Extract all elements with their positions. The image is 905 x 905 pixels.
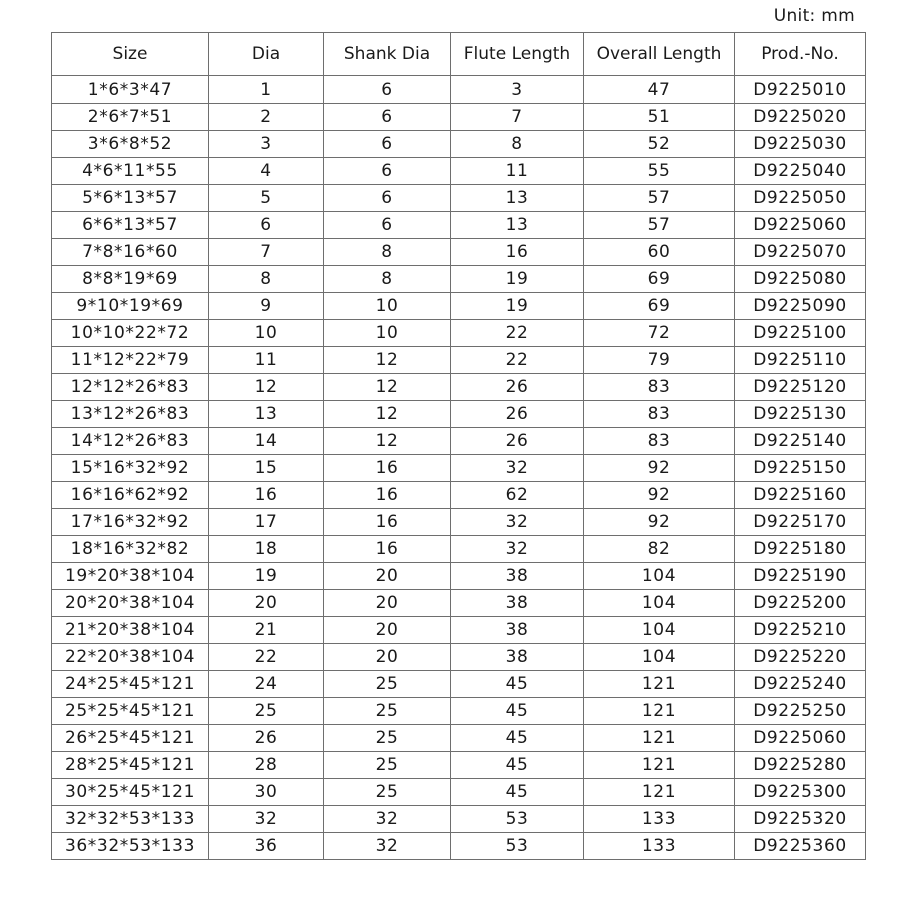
header-overall-length: Overall Length — [584, 33, 735, 76]
table-row — [52, 590, 866, 617]
cell-shank-dia: 8 — [324, 266, 451, 293]
cell-flute-length: 45 — [451, 779, 584, 806]
cell-size: 25*25*45*121 — [52, 698, 209, 725]
cell-dia: 2 — [209, 104, 324, 131]
cell-flute-length: 19 — [451, 266, 584, 293]
cell-size: 36*32*53*133 — [52, 833, 209, 860]
cell-flute-length: 11 — [451, 158, 584, 185]
cell-dia: 1 — [209, 76, 324, 104]
header-shank-dia: Shank Dia — [324, 33, 451, 76]
table-row — [52, 806, 866, 833]
cell-size: 10*10*22*72 — [52, 320, 209, 347]
cell-overall-length: 121 — [584, 752, 735, 779]
cell-dia: 3 — [209, 131, 324, 158]
cell-dia: 30 — [209, 779, 324, 806]
table-row — [52, 428, 866, 455]
header-flute-length: Flute Length — [451, 33, 584, 76]
cell-prod-no: D9225240 — [735, 671, 866, 698]
cell-size: 4*6*11*55 — [52, 158, 209, 185]
cell-size: 22*20*38*104 — [52, 644, 209, 671]
cell-dia: 24 — [209, 671, 324, 698]
table-row — [52, 617, 866, 644]
table-row — [52, 509, 866, 536]
cell-overall-length: 83 — [584, 401, 735, 428]
cell-shank-dia: 10 — [324, 293, 451, 320]
cell-prod-no: D9225120 — [735, 374, 866, 401]
cell-overall-length: 60 — [584, 239, 735, 266]
cell-prod-no: D9225010 — [735, 76, 866, 104]
cell-flute-length: 38 — [451, 644, 584, 671]
cell-flute-length: 62 — [451, 482, 584, 509]
cell-dia: 22 — [209, 644, 324, 671]
table-body — [52, 76, 866, 860]
cell-size: 11*12*22*79 — [52, 347, 209, 374]
cell-overall-length: 47 — [584, 76, 735, 104]
table-row — [52, 752, 866, 779]
cell-prod-no: D9225140 — [735, 428, 866, 455]
cell-dia: 12 — [209, 374, 324, 401]
cell-dia: 10 — [209, 320, 324, 347]
cell-size: 20*20*38*104 — [52, 590, 209, 617]
table-row — [52, 212, 866, 239]
table-row — [52, 644, 866, 671]
table-row — [52, 482, 866, 509]
cell-shank-dia: 6 — [324, 104, 451, 131]
cell-shank-dia: 32 — [324, 833, 451, 860]
cell-shank-dia: 16 — [324, 455, 451, 482]
table-row — [52, 725, 866, 752]
table-row — [52, 76, 866, 104]
cell-shank-dia: 25 — [324, 671, 451, 698]
cell-shank-dia: 20 — [324, 590, 451, 617]
cell-dia: 6 — [209, 212, 324, 239]
table-row — [52, 266, 866, 293]
cell-dia: 32 — [209, 806, 324, 833]
cell-dia: 5 — [209, 185, 324, 212]
cell-flute-length: 3 — [451, 76, 584, 104]
cell-prod-no: D9225360 — [735, 833, 866, 860]
cell-prod-no: D9225040 — [735, 158, 866, 185]
cell-prod-no: D9225130 — [735, 401, 866, 428]
table-row — [52, 563, 866, 590]
cell-shank-dia: 12 — [324, 347, 451, 374]
cell-prod-no: D9225110 — [735, 347, 866, 374]
cell-overall-length: 83 — [584, 428, 735, 455]
cell-overall-length: 121 — [584, 779, 735, 806]
cell-overall-length: 57 — [584, 185, 735, 212]
cell-overall-length: 51 — [584, 104, 735, 131]
cell-prod-no: D9225080 — [735, 266, 866, 293]
cell-flute-length: 45 — [451, 671, 584, 698]
cell-shank-dia: 10 — [324, 320, 451, 347]
unit-label: Unit: mm — [773, 6, 855, 26]
cell-shank-dia: 6 — [324, 131, 451, 158]
cell-shank-dia: 12 — [324, 428, 451, 455]
cell-dia: 13 — [209, 401, 324, 428]
cell-size: 13*12*26*83 — [52, 401, 209, 428]
cell-flute-length: 38 — [451, 563, 584, 590]
cell-dia: 11 — [209, 347, 324, 374]
cell-prod-no: D9225060 — [735, 725, 866, 752]
cell-dia: 9 — [209, 293, 324, 320]
cell-overall-length: 92 — [584, 482, 735, 509]
header-dia: Dia — [209, 33, 324, 76]
cell-flute-length: 26 — [451, 374, 584, 401]
cell-flute-length: 13 — [451, 185, 584, 212]
cell-prod-no: D9225070 — [735, 239, 866, 266]
header-row — [52, 33, 866, 76]
table-row — [52, 401, 866, 428]
cell-size: 2*6*7*51 — [52, 104, 209, 131]
cell-overall-length: 104 — [584, 563, 735, 590]
cell-dia: 8 — [209, 266, 324, 293]
cell-prod-no: D9225190 — [735, 563, 866, 590]
table-row — [52, 779, 866, 806]
cell-overall-length: 121 — [584, 698, 735, 725]
table-row — [52, 320, 866, 347]
cell-prod-no: D9225050 — [735, 185, 866, 212]
cell-flute-length: 38 — [451, 590, 584, 617]
cell-shank-dia: 6 — [324, 76, 451, 104]
cell-overall-length: 104 — [584, 590, 735, 617]
cell-flute-length: 7 — [451, 104, 584, 131]
cell-dia: 4 — [209, 158, 324, 185]
table-row — [52, 671, 866, 698]
table-row — [52, 131, 866, 158]
table-row — [52, 833, 866, 860]
cell-dia: 25 — [209, 698, 324, 725]
cell-size: 12*12*26*83 — [52, 374, 209, 401]
spec-table — [51, 32, 866, 860]
cell-flute-length: 45 — [451, 698, 584, 725]
cell-flute-length: 19 — [451, 293, 584, 320]
cell-shank-dia: 25 — [324, 725, 451, 752]
cell-size: 3*6*8*52 — [52, 131, 209, 158]
cell-flute-length: 45 — [451, 752, 584, 779]
cell-prod-no: D9225030 — [735, 131, 866, 158]
cell-overall-length: 104 — [584, 617, 735, 644]
cell-overall-length: 72 — [584, 320, 735, 347]
cell-shank-dia: 20 — [324, 644, 451, 671]
cell-shank-dia: 16 — [324, 536, 451, 563]
table-row — [52, 347, 866, 374]
cell-prod-no: D9225250 — [735, 698, 866, 725]
cell-flute-length: 8 — [451, 131, 584, 158]
cell-prod-no: D9225100 — [735, 320, 866, 347]
cell-flute-length: 26 — [451, 401, 584, 428]
cell-flute-length: 13 — [451, 212, 584, 239]
cell-flute-length: 16 — [451, 239, 584, 266]
cell-prod-no: D9225150 — [735, 455, 866, 482]
cell-flute-length: 45 — [451, 725, 584, 752]
cell-shank-dia: 20 — [324, 563, 451, 590]
cell-overall-length: 121 — [584, 725, 735, 752]
cell-shank-dia: 12 — [324, 401, 451, 428]
cell-prod-no: D9225320 — [735, 806, 866, 833]
cell-prod-no: D9225060 — [735, 212, 866, 239]
cell-size: 5*6*13*57 — [52, 185, 209, 212]
cell-dia: 16 — [209, 482, 324, 509]
table-row — [52, 185, 866, 212]
cell-flute-length: 53 — [451, 833, 584, 860]
cell-dia: 17 — [209, 509, 324, 536]
cell-prod-no: D9225020 — [735, 104, 866, 131]
cell-size: 24*25*45*121 — [52, 671, 209, 698]
cell-overall-length: 121 — [584, 671, 735, 698]
cell-prod-no: D9225160 — [735, 482, 866, 509]
cell-shank-dia: 6 — [324, 185, 451, 212]
cell-size: 1*6*3*47 — [52, 76, 209, 104]
cell-flute-length: 32 — [451, 509, 584, 536]
cell-shank-dia: 8 — [324, 239, 451, 266]
cell-dia: 26 — [209, 725, 324, 752]
cell-size: 32*32*53*133 — [52, 806, 209, 833]
cell-dia: 20 — [209, 590, 324, 617]
cell-shank-dia: 25 — [324, 779, 451, 806]
cell-overall-length: 82 — [584, 536, 735, 563]
cell-size: 6*6*13*57 — [52, 212, 209, 239]
cell-shank-dia: 20 — [324, 617, 451, 644]
table-row — [52, 104, 866, 131]
cell-shank-dia: 25 — [324, 698, 451, 725]
cell-dia: 21 — [209, 617, 324, 644]
cell-dia: 28 — [209, 752, 324, 779]
cell-overall-length: 133 — [584, 833, 735, 860]
cell-overall-length: 92 — [584, 455, 735, 482]
cell-overall-length: 52 — [584, 131, 735, 158]
cell-flute-length: 26 — [451, 428, 584, 455]
cell-shank-dia: 16 — [324, 482, 451, 509]
cell-dia: 7 — [209, 239, 324, 266]
cell-prod-no: D9225180 — [735, 536, 866, 563]
table-row — [52, 698, 866, 725]
cell-overall-length: 57 — [584, 212, 735, 239]
table-row — [52, 239, 866, 266]
cell-size: 30*25*45*121 — [52, 779, 209, 806]
cell-flute-length: 32 — [451, 455, 584, 482]
cell-shank-dia: 16 — [324, 509, 451, 536]
table-row — [52, 536, 866, 563]
cell-flute-length: 53 — [451, 806, 584, 833]
cell-shank-dia: 25 — [324, 752, 451, 779]
cell-overall-length: 104 — [584, 644, 735, 671]
cell-dia: 36 — [209, 833, 324, 860]
cell-dia: 14 — [209, 428, 324, 455]
cell-overall-length: 69 — [584, 293, 735, 320]
cell-size: 8*8*19*69 — [52, 266, 209, 293]
cell-overall-length: 69 — [584, 266, 735, 293]
cell-flute-length: 22 — [451, 347, 584, 374]
header-prod-no: Prod.-No. — [735, 33, 866, 76]
cell-shank-dia: 6 — [324, 212, 451, 239]
cell-size: 7*8*16*60 — [52, 239, 209, 266]
cell-shank-dia: 32 — [324, 806, 451, 833]
cell-size: 26*25*45*121 — [52, 725, 209, 752]
cell-flute-length: 22 — [451, 320, 584, 347]
cell-size: 14*12*26*83 — [52, 428, 209, 455]
header-size: Size — [52, 33, 209, 76]
cell-flute-length: 32 — [451, 536, 584, 563]
cell-prod-no: D9225090 — [735, 293, 866, 320]
cell-size: 17*16*32*92 — [52, 509, 209, 536]
cell-shank-dia: 12 — [324, 374, 451, 401]
cell-dia: 15 — [209, 455, 324, 482]
cell-size: 16*16*62*92 — [52, 482, 209, 509]
cell-prod-no: D9225220 — [735, 644, 866, 671]
cell-prod-no: D9225210 — [735, 617, 866, 644]
cell-flute-length: 38 — [451, 617, 584, 644]
table-row — [52, 455, 866, 482]
cell-dia: 18 — [209, 536, 324, 563]
cell-size: 15*16*32*92 — [52, 455, 209, 482]
cell-prod-no: D9225200 — [735, 590, 866, 617]
cell-prod-no: D9225280 — [735, 752, 866, 779]
cell-overall-length: 55 — [584, 158, 735, 185]
table-row — [52, 293, 866, 320]
cell-size: 9*10*19*69 — [52, 293, 209, 320]
table-row — [52, 158, 866, 185]
cell-overall-length: 83 — [584, 374, 735, 401]
cell-overall-length: 79 — [584, 347, 735, 374]
cell-overall-length: 92 — [584, 509, 735, 536]
cell-size: 28*25*45*121 — [52, 752, 209, 779]
table-row — [52, 374, 866, 401]
cell-shank-dia: 6 — [324, 158, 451, 185]
cell-prod-no: D9225170 — [735, 509, 866, 536]
cell-overall-length: 133 — [584, 806, 735, 833]
cell-size: 18*16*32*82 — [52, 536, 209, 563]
cell-size: 21*20*38*104 — [52, 617, 209, 644]
cell-prod-no: D9225300 — [735, 779, 866, 806]
cell-size: 19*20*38*104 — [52, 563, 209, 590]
cell-dia: 19 — [209, 563, 324, 590]
